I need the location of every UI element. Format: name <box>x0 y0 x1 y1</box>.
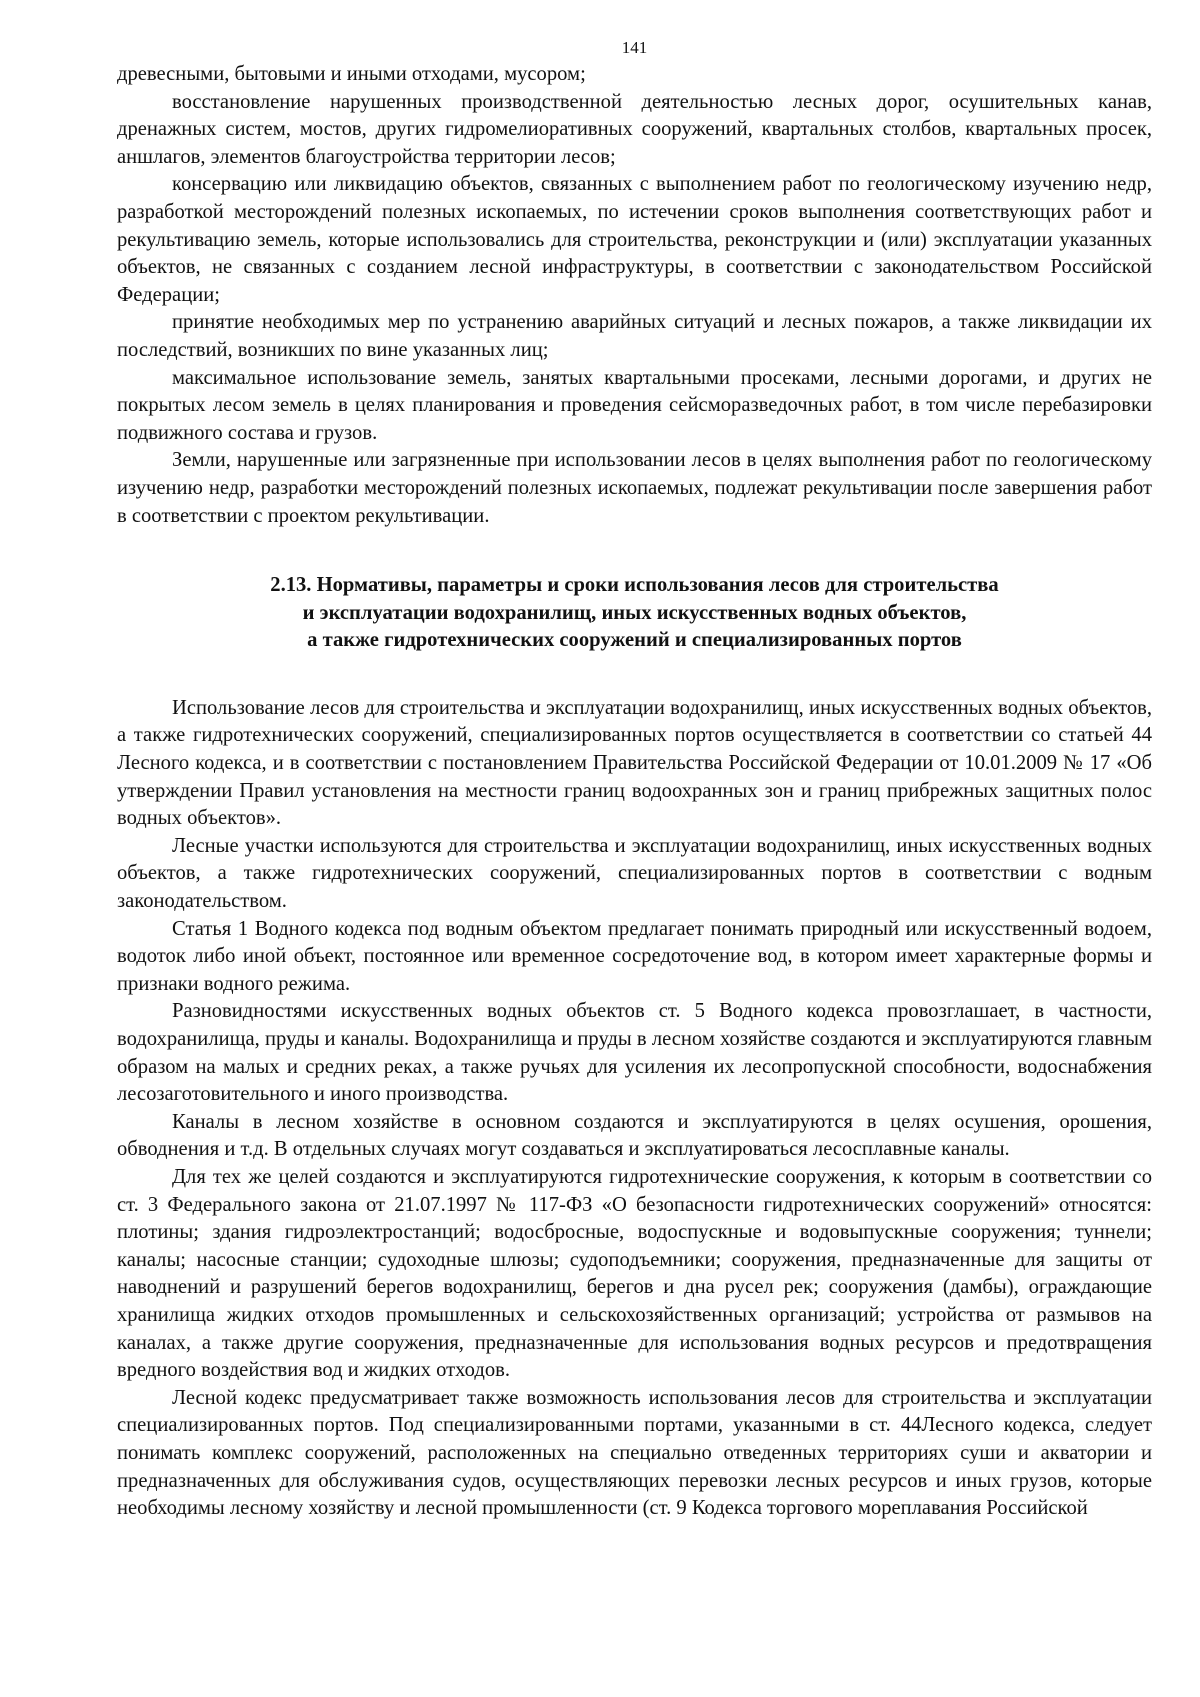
intro-paragraph-land-use: максимальное использование земель, занятых квартальными просеками, лесными дорогами, и других не покрытых лесом земель в целях планирования и проведения сейсморазведочных работ, в том числе перебазировки подвижного состава и грузов. <box>117 366 1152 444</box>
document-page <box>117 36 1152 1523</box>
page-number: 141 <box>621 38 648 57</box>
body-paragraph-specialized-ports: Лесной кодекс предусматривает также возможность использования лесов для строительства и эксплуатации специализированных портов. Под специализированными портами, указанными в ст. 44Лесного кодекса, следует понимать комплекс сооружений, расположенных на специально отведенных территориях суши и акватории и предназначенных для обслуживания судов, осуществляющих перевозки лесных ресурсов и иных грузов, которые необходимы лесному хозяйству и лесной промышленности (ст. 9 Кодекса торгового мореплавания Российской <box>117 1386 1152 1520</box>
section-heading-line-2: и эксплуатации водохранилищ, иных искусственных водных объектов, <box>302 601 967 624</box>
section-heading-line-3: а также гидротехнических сооружений и специализированных портов <box>307 629 962 652</box>
intro-paragraph-continuation: древесными, бытовыми и иными отходами, мусором; <box>117 63 586 85</box>
intro-paragraph-roads-restoration: восстановление нарушенных производственной деятельностью лесных дорог, осушительных канав, дренажных систем, мостов, других гидромелиоративных сооружений, квартальных столбов, квартальных просек, аншлагов, элементов благоустройства территории лесов; <box>117 90 1152 168</box>
intro-paragraph-recultivation: Земли, нарушенные или загрязненные при использовании лесов в целях выполнения работ по геологическому изучению недр, разработки месторождений полезных ископаемых, подлежат рекультивации после завершения работ в соответствии с проектом рекультивации. <box>117 449 1152 527</box>
body-paragraph-water-object-definition: Статья 1 Водного кодекса под водным объектом предлагает понимать природный или искусственный водоем, водоток либо иной объект, постоянное или временное сосредоточение вод, в котором имеет характерные формы и признаки водного режима. <box>117 917 1152 995</box>
intro-paragraph-conservation: консервацию или ликвидацию объектов, связанных с выполнением работ по геологическому изучению недр, разработкой месторождений полезных ископаемых, по истечении сроков выполнения соответствующих работ и рекультивацию земель, которые использовались для строительства, реконструкции и (или) эксплуатации указанных объектов, не связанных с созданием лесной инфраструктуры, в соответствии с законодательством Российской Федерации; <box>117 173 1152 306</box>
body-paragraph-canals: Каналы в лесном хозяйстве в основном создаются и эксплуатируются в целях осушения, орошения, обводнения и т.д. В отдельных случаях могут создаваться и эксплуатироваться лесосплавные каналы. <box>117 1110 1152 1161</box>
body-paragraph-forest-plots: Лесные участки используются для строительства и эксплуатации водохранилищ, иных искусственных водных объектов, а также гидротехнических сооружений, специализированных портов в соответствии с водным законодательством. <box>117 834 1152 913</box>
section-heading <box>117 572 1152 655</box>
body-paragraph-legal-basis: Использование лесов для строительства и эксплуатации водохранилищ, иных искусственных водных объектов, а также гидротехнических сооружений, специализированных портов осуществляется в соответствии со статьей 44 Лесного кодекса, и в соответствии с постановлением Правительства Российской Федерации от 10.01.2009 № 17 «Об утверждении Правил установления на местности границ водоохранных зон и границ прибрежных защитных полос водных объектов». <box>117 696 1152 830</box>
body-paragraph-artificial-water-objects: Разновидностями искусственных водных объектов ст. 5 Водного кодекса провозглашает, в частности, водохранилища, пруды и каналы. Водохранилища и пруды в лесном хозяйстве создаются и эксплуатируются главным образом на малых и средних реках, а также ручьях для усиления их лесопропускной способности, водоснабжения лесозаготовительного и иного производства. <box>117 1000 1152 1106</box>
section-heading-line-1: 2.13. Нормативы, параметры и сроки использования лесов для строительства <box>270 574 999 597</box>
body-paragraph-hydraulic-structures: Для тех же целей создаются и эксплуатируются гидротехнические сооружения, к которым в соответствии со ст. 3 Федерального закона от 21.07.1997 № 117-ФЗ «О безопасности гидротехнических сооружений» относятся: плотины; здания гидроэлектростанций; водосбросные, водоспускные и водовыпускные сооружения; туннели; каналы; насосные станции; судоходные шлюзы; судоподъемники; сооружения, предназначенные для защиты от наводнений и разрушений берегов водохранилищ, берегов и дна русел рек; сооружения (дамбы), ограждающие хранилища жидких отходов промышленных и сельскохозяйственных организаций; устройства от размывов на каналах, а также другие сооружения, предназначенные для использования водных ресурсов и предотвращения вредного воздействия вод и жидких отходов. <box>117 1165 1152 1382</box>
intro-paragraph-emergency-measures: принятие необходимых мер по устранению аварийных ситуаций и лесных пожаров, а также ликвидации их последствий, возникших по вине указанных лиц; <box>117 311 1152 361</box>
